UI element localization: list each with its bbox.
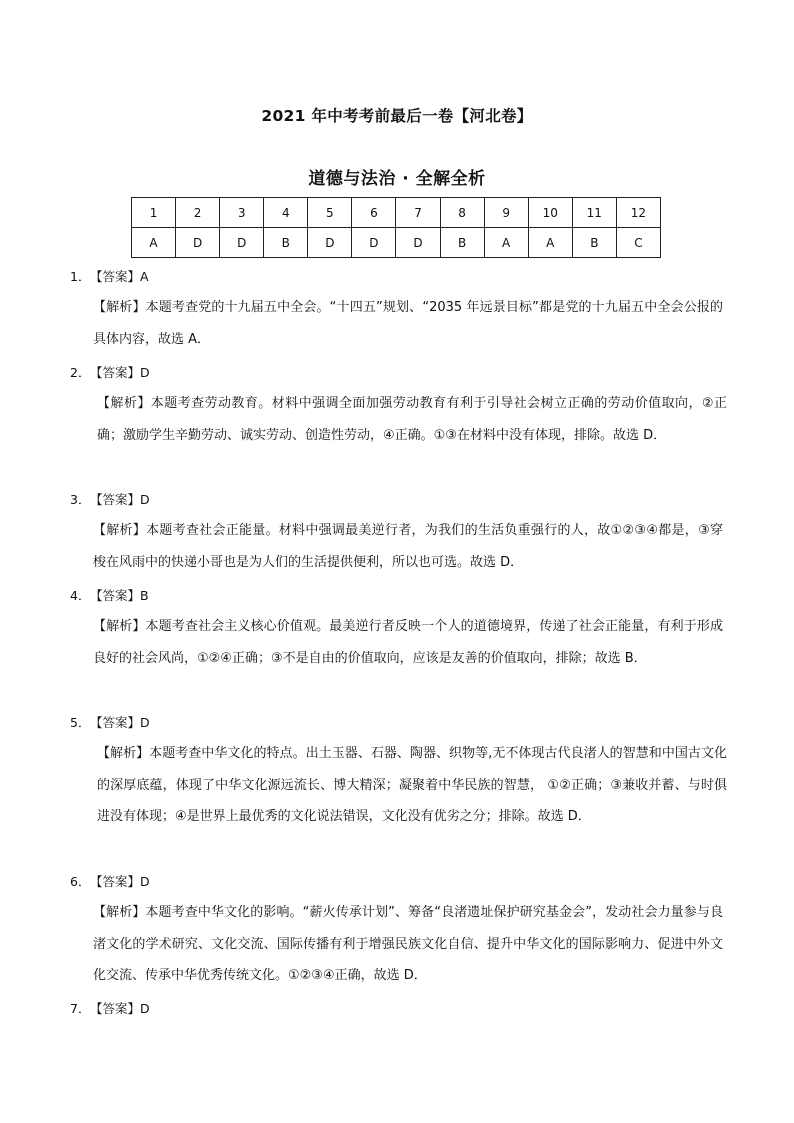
table-cell: A — [484, 228, 528, 258]
table-cell: D — [176, 228, 220, 258]
document-subtitle: 道德与法治 · 全解全析 — [308, 169, 486, 189]
question-1-analysis: 【解析】本题考查党的十九届五中全会。“十四五”规划、“2035 年远景目标”都是党的十九届五中全会公报的具体内容，故选 A． — [93, 300, 723, 347]
table-cell: A — [528, 228, 572, 258]
table-cell: 9 — [484, 198, 528, 228]
question-7-answer — [70, 1000, 150, 1018]
answer-label: 【答案】D — [90, 1001, 150, 1016]
table-cell: 12 — [616, 198, 660, 228]
question-number: 3． — [70, 492, 91, 507]
table-cell: B — [264, 228, 308, 258]
question-1-answer — [70, 268, 149, 286]
answer-table-answer-row — [132, 228, 661, 258]
document-title: 2021 年中考考前最后一卷【河北卷】 — [261, 107, 533, 125]
table-cell: 6 — [352, 198, 396, 228]
answer-label: 【答案】D — [90, 715, 150, 730]
question-5-answer — [70, 714, 150, 732]
table-cell: B — [572, 228, 616, 258]
table-cell: 1 — [132, 198, 176, 228]
question-number: 4． — [70, 588, 91, 603]
question-number: 2． — [70, 365, 91, 380]
table-cell: D — [352, 228, 396, 258]
question-number: 5． — [70, 715, 91, 730]
answer-table — [131, 197, 661, 258]
answer-label: 【答案】D — [90, 874, 150, 889]
table-cell: 7 — [396, 198, 440, 228]
question-6-answer — [70, 873, 150, 891]
table-cell: 4 — [264, 198, 308, 228]
question-3-answer — [70, 491, 150, 509]
question-3-analysis: 【解析】本题考查社会正能量。材料中强调最美逆行者，为我们的生活负重强行的人，故①②③④都是，③穿梭在风雨中的快递小哥也是为人们的生活提供便利，所以也可选。故选 D． — [93, 523, 723, 570]
question-4-answer — [70, 587, 149, 605]
question-number: 6． — [70, 874, 91, 889]
question-number: 7． — [70, 1001, 91, 1016]
table-cell: D — [308, 228, 352, 258]
table-cell: D — [396, 228, 440, 258]
answer-table-number-row — [132, 198, 661, 228]
table-cell: D — [220, 228, 264, 258]
table-cell: B — [440, 228, 484, 258]
answer-label: 【答案】B — [90, 588, 149, 603]
table-cell: 11 — [572, 198, 616, 228]
question-2-answer — [70, 364, 150, 382]
table-cell: 3 — [220, 198, 264, 228]
table-cell: C — [616, 228, 660, 258]
answer-label: 【答案】A — [90, 269, 149, 284]
answer-label: 【答案】D — [90, 492, 150, 507]
table-cell: A — [132, 228, 176, 258]
table-cell: 5 — [308, 198, 352, 228]
answer-label: 【答案】D — [90, 365, 150, 380]
table-cell: 8 — [440, 198, 484, 228]
question-5-analysis: 【解析】本题考查中华文化的特点。出土玉器、石器、陶器、织物等,无不体现古代良渚人的智慧和中国古文化的深厚底蕴，体现了中华文化源远流长、博大精深；凝聚着中华民族的智慧， ①②正确；③兼收并蓄、与时俱进没有体现；④是世界上最优秀的文化说法错误，文化没有优劣之分；排除。故选 D． — [97, 746, 727, 824]
table-cell: 2 — [176, 198, 220, 228]
question-4-analysis: 【解析】本题考查社会主义核心价值观。最美逆行者反映一个人的道德境界，传递了社会正能量，有利于形成良好的社会风尚，①②④正确；③不是自由的价值取向，应该是友善的价值取向，排除；故选 B． — [93, 619, 723, 666]
question-2-analysis: 【解析】本题考查劳动教育。材料中强调全面加强劳动教育有利于引导社会树立正确的劳动价值取向，②正确；激励学生辛勤劳动、诚实劳动、创造性劳动，④正确。①③在材料中没有体现，排除。故选 D． — [97, 396, 727, 443]
table-cell: 10 — [528, 198, 572, 228]
question-6-analysis: 【解析】本题考查中华文化的影响。“薪火传承计划”、筹备“良渚遗址保护研究基金会”，发动社会力量参与良渚文化的学术研究、文化交流、国际传播有利于增强民族文化自信、提升中华文化的国际影响力、促进中外文化交流、传承中华优秀传统文化。①②③④正确，故选 D． — [93, 905, 723, 983]
question-number: 1． — [70, 269, 91, 284]
